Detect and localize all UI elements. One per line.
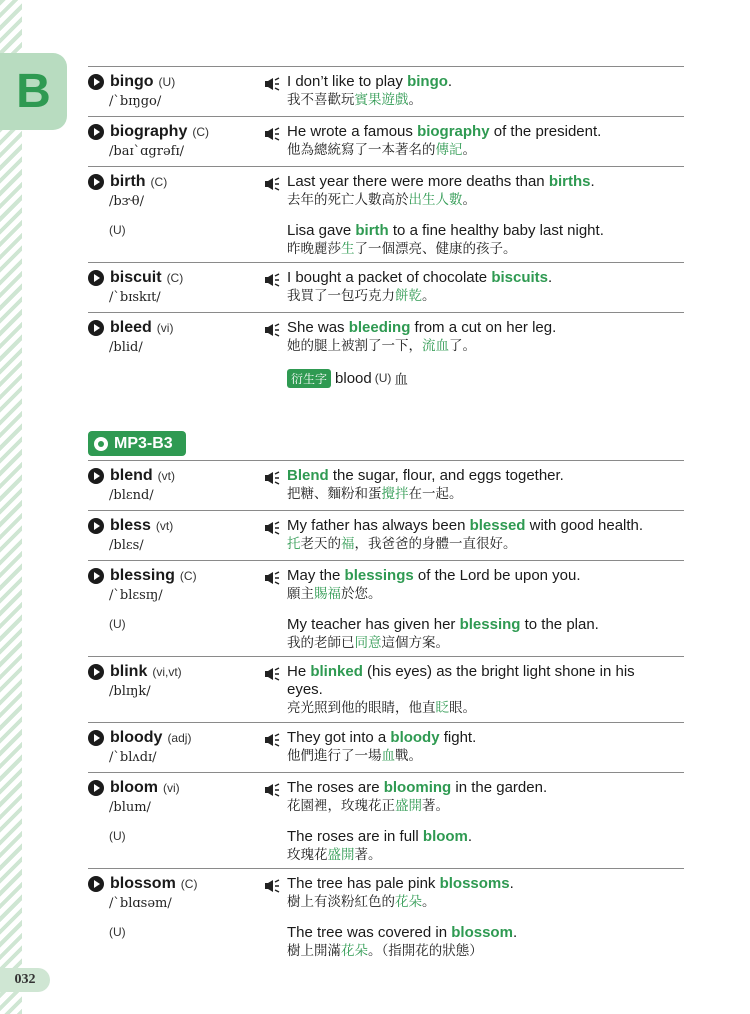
- play-icon[interactable]: [88, 518, 104, 534]
- play-icon[interactable]: [88, 174, 104, 190]
- headword: blossom: [110, 875, 176, 892]
- phonetic: /baɪˋɑgrəfɪ/: [109, 144, 185, 159]
- part-of-speech: (vi): [163, 781, 180, 795]
- speaker-icon[interactable]: [264, 733, 280, 747]
- sense-part-of-speech: (U): [109, 925, 126, 939]
- phonetic: /blɪŋk/: [109, 684, 151, 699]
- play-icon[interactable]: [88, 124, 104, 140]
- part-of-speech: (C): [179, 569, 197, 583]
- play-icon[interactable]: [88, 876, 104, 892]
- part-of-speech: (vt): [157, 469, 175, 483]
- phonetic: /blid/: [109, 340, 143, 355]
- headword: bingo: [110, 73, 154, 90]
- headword: blink: [110, 663, 148, 680]
- mp3-track-badge[interactable]: [88, 431, 186, 456]
- divider: [88, 166, 684, 167]
- play-icon[interactable]: [88, 730, 104, 746]
- example: She was bleeding from a cut on her leg. 她的腿上被割了一下，流血了。: [287, 319, 557, 354]
- headword: bloody: [110, 729, 163, 746]
- divider: [88, 116, 684, 117]
- divider: [88, 868, 684, 869]
- decorative-stripe: [0, 0, 22, 1014]
- example: I don’t like to play bingo. 我不喜歡玩賓果遊戲。: [287, 73, 453, 108]
- speaker-icon[interactable]: [264, 471, 280, 485]
- speaker-icon[interactable]: [264, 127, 280, 141]
- example: The tree has pale pink blossoms. 樹上有淡粉紅色的花朵。: [287, 875, 514, 910]
- sense-part-of-speech: (U): [109, 617, 126, 631]
- sense-part-of-speech: (U): [109, 223, 126, 237]
- divider: [88, 722, 684, 723]
- play-icon[interactable]: [88, 468, 104, 484]
- play-icon[interactable]: [88, 780, 104, 796]
- speaker-icon[interactable]: [264, 879, 280, 893]
- phonetic: /ˋblɑsəm/: [109, 896, 172, 911]
- page-number: 032: [14, 972, 36, 987]
- play-icon[interactable]: [88, 568, 104, 584]
- play-icon[interactable]: [88, 74, 104, 90]
- derivative-badge: 衍生字: [287, 369, 331, 388]
- example: The tree was covered in blossom. 樹上開滿花朵。（指開花的狀態）: [287, 924, 518, 959]
- headword: birth: [110, 173, 146, 190]
- derivative-word: 衍生字 blood (U) 血: [287, 368, 408, 388]
- example: Last year there were more deaths than births. 去年的死亡人數高於出生人數。: [287, 173, 595, 208]
- headword: biography: [110, 123, 188, 140]
- divider: [88, 460, 684, 461]
- sense-part-of-speech: (U): [109, 829, 126, 843]
- page-number-tab: [0, 968, 50, 992]
- part-of-speech: (vi): [156, 321, 174, 335]
- phonetic: /ˋblɛsɪŋ/: [109, 588, 163, 603]
- headword: blend: [110, 467, 153, 484]
- example: I bought a packet of chocolate biscuits. 我買了一包巧克力餅乾。: [287, 269, 553, 304]
- example: He wrote a famous biography of the president. 他為總統寫了一本著名的傳記。: [287, 123, 602, 158]
- example: My father has always been blessed with good health. 托老天的福，我爸爸的身體一直很好。: [287, 517, 644, 552]
- part-of-speech: (C): [166, 271, 184, 285]
- headword: bless: [110, 517, 151, 534]
- example: He blinked (his eyes) as the bright light shone in his eyes. 亮光照到他的眼睛，他直眨眼。: [287, 663, 635, 716]
- example: The roses are blooming in the garden. 花園裡，玫瑰花正盛開著。: [287, 779, 548, 814]
- play-icon[interactable]: [88, 664, 104, 680]
- part-of-speech: (C): [150, 175, 168, 189]
- headword: bloom: [110, 779, 158, 796]
- speaker-icon[interactable]: [264, 571, 280, 585]
- phonetic: /blɛs/: [109, 538, 144, 553]
- speaker-icon[interactable]: [264, 667, 280, 681]
- speaker-icon[interactable]: [264, 521, 280, 535]
- headword: blessing: [110, 567, 175, 584]
- phonetic: /ˋbɪŋgo/: [109, 94, 162, 109]
- section-letter-tab: [0, 53, 67, 130]
- example: My teacher has given her blessing to the plan. 我的老師已同意這個方案。: [287, 616, 599, 651]
- divider: [88, 656, 684, 657]
- divider: [88, 312, 684, 313]
- section-letter: B: [16, 65, 51, 118]
- divider: [88, 66, 684, 67]
- part-of-speech: (U): [158, 75, 176, 89]
- divider: [88, 560, 684, 561]
- divider: [88, 510, 684, 511]
- play-icon[interactable]: [88, 320, 104, 336]
- phonetic: /ˋblʌdɪ/: [109, 750, 157, 765]
- speaker-icon[interactable]: [264, 273, 280, 287]
- headword: biscuit: [110, 269, 162, 286]
- example: They got into a bloody fight. 他們進行了一場血戰。: [287, 729, 477, 764]
- phonetic: /blum/: [109, 800, 151, 815]
- speaker-icon[interactable]: [264, 177, 280, 191]
- speaker-icon[interactable]: [264, 77, 280, 91]
- part-of-speech: (adj): [167, 731, 192, 745]
- part-of-speech: (C): [192, 125, 210, 139]
- play-icon[interactable]: [88, 270, 104, 286]
- divider: [88, 262, 684, 263]
- speaker-icon[interactable]: [264, 323, 280, 337]
- disc-icon: [94, 437, 108, 451]
- divider: [88, 772, 684, 773]
- example: Blend the sugar, flour, and eggs together. 把糖、麵粉和蛋攪拌在一起。: [287, 467, 564, 502]
- example: Lisa gave birth to a fine healthy baby last night. 昨晚麗莎生了一個漂亮、健康的孩子。: [287, 222, 604, 257]
- part-of-speech: (vi,vt): [152, 665, 182, 679]
- part-of-speech: (vt): [155, 519, 174, 533]
- mp3-track-label: MP3-B3: [114, 434, 173, 452]
- example: The roses are in full bloom. 玫瑰花盛開著。: [287, 828, 473, 863]
- phonetic: /blɛnd/: [109, 488, 154, 503]
- phonetic: /ˋbɪskɪt/: [109, 290, 161, 305]
- example: May the blessings of the Lord be upon you. 願主賜福於您。: [287, 567, 581, 602]
- phonetic: /bɝθ/: [109, 194, 144, 209]
- headword: bleed: [110, 319, 152, 336]
- speaker-icon[interactable]: [264, 783, 280, 797]
- part-of-speech: (C): [180, 877, 198, 891]
